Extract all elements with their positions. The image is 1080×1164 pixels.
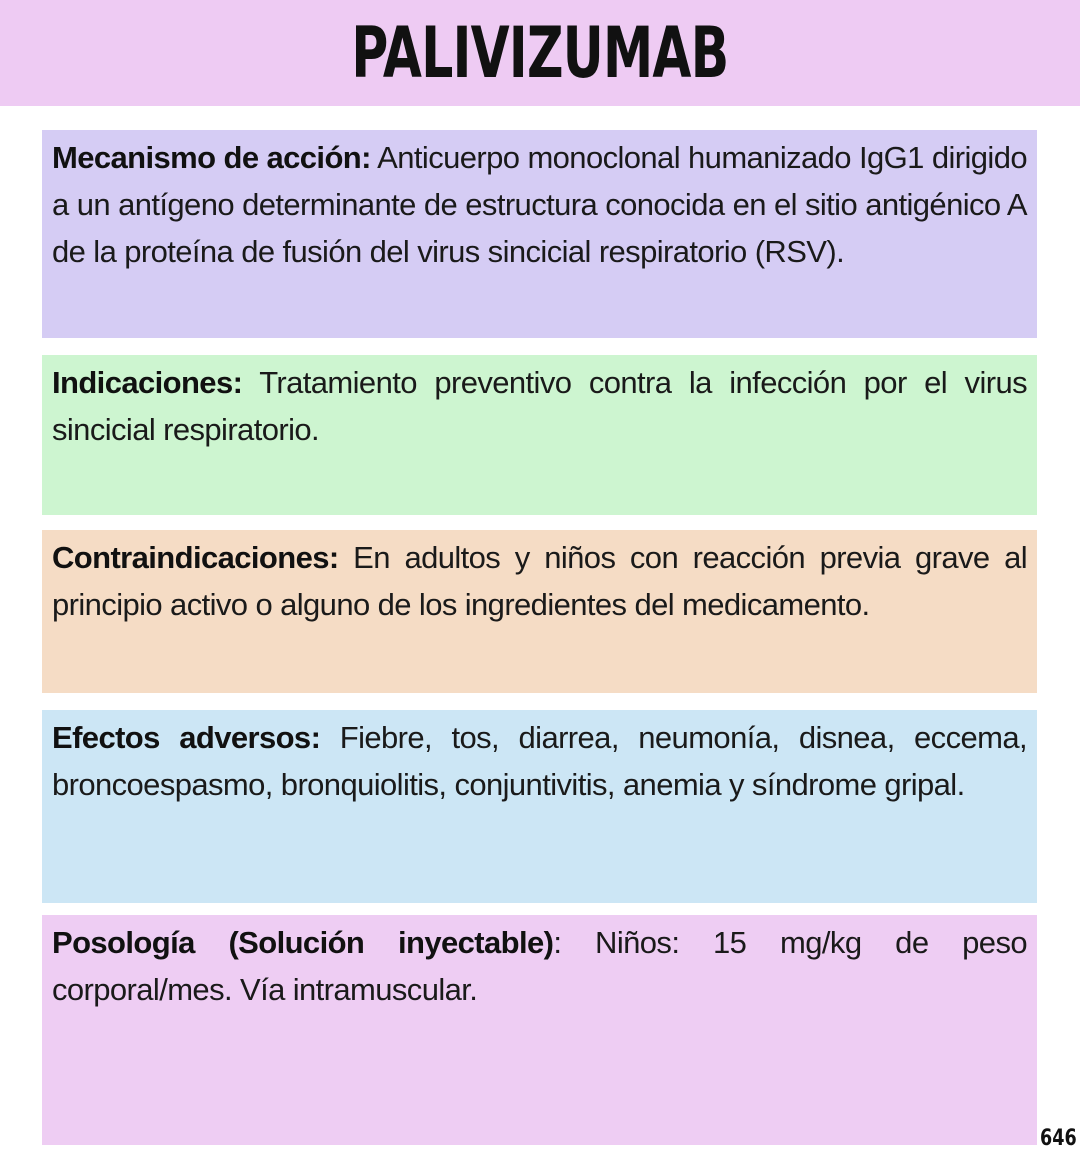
- section-text: Anticuerpo monoclonal humanizado IgG1 dirigido a un antígeno determinante de estructura conocida en el sitio antigénico A de la proteína de fusión del virus sincicial respiratorio (RSV).: [52, 140, 1027, 269]
- section-dosage: [42, 915, 1037, 1145]
- section-label: Mecanismo de acción:: [52, 140, 371, 175]
- section-label: Posología (Solución inyectable): [52, 925, 554, 960]
- section-text: Tratamiento preventivo contra la infección por el virus sincicial respiratorio.: [52, 365, 1027, 447]
- drug-title: PALIVIZUMAB: [351, 12, 729, 94]
- section-label: Contraindicaciones:: [52, 540, 339, 575]
- section-text: En adultos y niños con reacción previa grave al principio activo o alguno de los ingredientes del medicamento.: [52, 540, 1027, 622]
- section-body: [52, 714, 1027, 808]
- title-banner: [0, 0, 1080, 106]
- section-text: Fiebre, tos, diarrea, neumonía, disnea, eccema, broncoespasmo, bronquiolitis, conjuntivitis, anemia y síndrome gripal.: [52, 720, 1027, 802]
- section-label: Efectos adversos:: [52, 720, 321, 755]
- section-body: [52, 919, 1027, 1013]
- section-label: Indicaciones:: [52, 365, 243, 400]
- section-adverse-effects: [42, 710, 1037, 903]
- section-contraindications: [42, 530, 1037, 693]
- section-indications: [42, 355, 1037, 515]
- section-body: [52, 534, 1027, 628]
- section-body: [52, 359, 1027, 453]
- section-text: : Niños: 15 mg/kg de peso corporal/mes. Vía intramuscular.: [52, 925, 1027, 1007]
- section-mechanism: [42, 130, 1037, 338]
- section-body: [52, 134, 1027, 275]
- page-number: 646: [1040, 1126, 1077, 1151]
